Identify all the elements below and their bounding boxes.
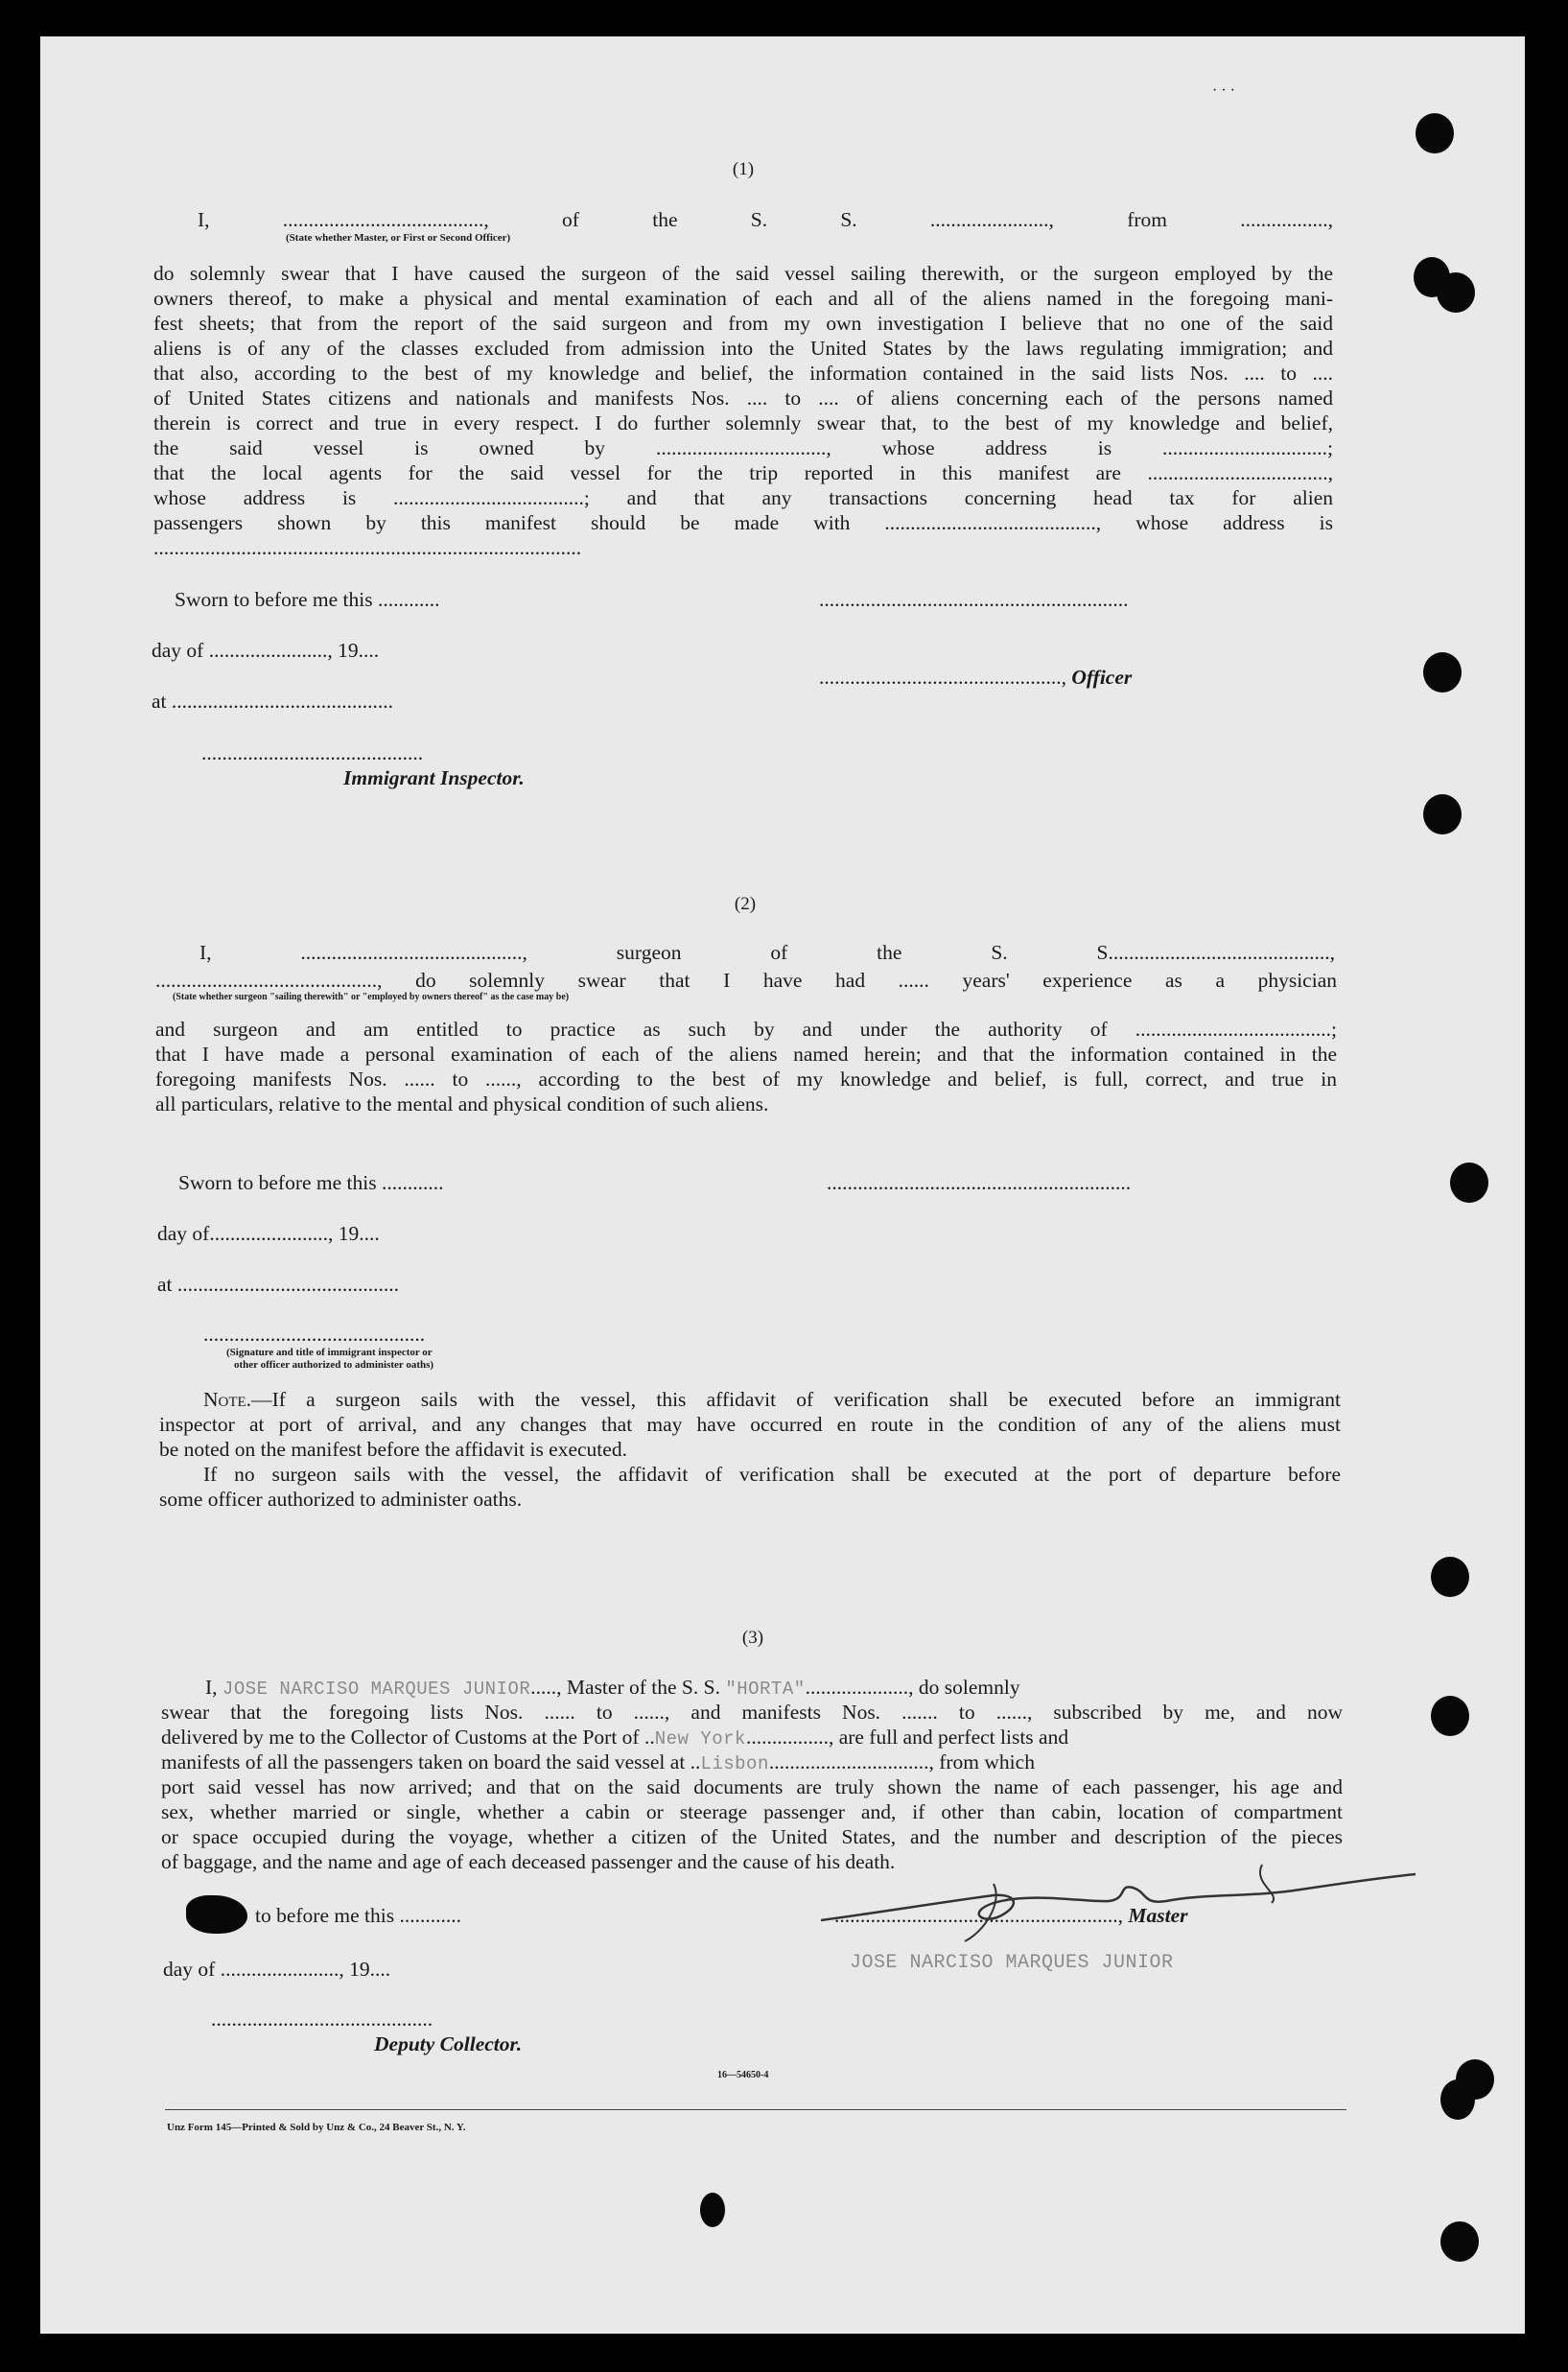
s1-body-line: passengers shown by this manifest should be made with ........................................., whose address is <box>153 511 1333 534</box>
s3-line-1 <box>205 1675 1020 1702</box>
s1-body-line: the said vessel is owned by ................................., whose address is ................................; <box>153 436 1333 459</box>
from-port-typed: Lisbon <box>700 1753 769 1774</box>
footer-imprint: Unz Form 145—Printed & Sold by Unz & Co., 24 Beaver St., N. Y. <box>167 2122 466 2133</box>
note-line: some officer authorized to administer oaths. <box>159 1488 523 1511</box>
s1-note: (State whether Master, or First or Second Officer) <box>286 232 511 244</box>
sworn-line: to before me this ............ <box>255 1904 461 1927</box>
master-name-typed: JOSE NARCISO MARQUES JUNIOR <box>222 1679 531 1700</box>
s3-solemnly: ...................., do solemnly <box>805 1676 1020 1699</box>
master-name-stamp: JOSE NARCISO MARQUES JUNIOR <box>850 1952 1174 1974</box>
signature-line: ............................................................ <box>819 588 1129 611</box>
s1-body-line: owners thereof, to make a physical and mental examination of each and all of the aliens named in the foregoing mani- <box>153 287 1333 310</box>
punch-hole <box>1450 1163 1488 1203</box>
punch-hole <box>1431 1696 1469 1736</box>
punch-hole <box>1437 272 1475 313</box>
port-typed: New York <box>654 1728 746 1750</box>
s1-line-1: I, ......................................., of the S. S. ......................., from ................., <box>198 208 1333 231</box>
inspector-dots: ........................................... <box>201 741 424 764</box>
immigrant-inspector-label: Immigrant Inspector. <box>343 766 525 789</box>
day-line: day of......................., 19.... <box>157 1222 380 1245</box>
at-line: at ........................................... <box>152 690 394 713</box>
s3-line-2: swear that the foregoing lists Nos. ...... to ......, and manifests Nos. ....... to ......, subscribed by me, and now <box>161 1701 1343 1724</box>
s1-body-line: ................................................................................... <box>153 536 582 559</box>
note-line <box>203 1387 1341 1412</box>
day-line: day of ......................., 19.... <box>163 1958 391 1981</box>
officer-label: Officer <box>1071 666 1133 689</box>
s1-body-line: of United States citizens and nationals and manifests Nos. .... to .... of aliens concerning each of the persons named <box>153 387 1333 410</box>
s1-body-line: whose address is .....................................; and that any transactions concerning head tax for alien <box>153 486 1333 509</box>
deputy-collector-label: Deputy Collector. <box>374 2032 523 2055</box>
s2-body-line: foregoing manifests Nos. ...... to ......, according to the best of my knowledge and belief, is full, correct, and true in <box>155 1068 1337 1091</box>
sworn-line: Sworn to before me this ............ <box>175 588 440 611</box>
note-line: be noted on the manifest before the affidavit is executed. <box>159 1438 627 1461</box>
footer-rule <box>165 2109 1346 2110</box>
master-dots: ......................................................., <box>834 1904 1129 1927</box>
s2-line-2: ..........................................., do solemnly swear that I have had ...... years' experience as a physician <box>155 969 1337 992</box>
s1-body-line: therein is correct and true in every respect. I do further solemnly swear that, to the best of my knowledge and belief, <box>153 411 1333 434</box>
signature-dots: ........................................... <box>203 1323 426 1346</box>
ink-blot <box>186 1895 247 1934</box>
s3-from-rest: ..............................., from which <box>768 1750 1035 1773</box>
punch-hole <box>1423 652 1462 693</box>
s1-body-line: that also, according to the best of my knowledge and belief, the information contained in the said lists Nos. .... to .... <box>153 362 1333 385</box>
sworn-line: Sworn to before me this ............ <box>178 1171 444 1194</box>
s1-body-line: fest sheets; that from the report of the said surgeon and from my own investigation I believe that no one of the said <box>153 312 1333 335</box>
punch-hole <box>1416 113 1454 153</box>
s2-note: (State whether surgeon "sailing therewith" or "employed by owners thereof" as the case may be) <box>173 992 570 1002</box>
s3-body-line: or space occupied during the voyage, whether a citizen of the United States, and the number and description of the pieces <box>161 1825 1343 1848</box>
officer-dots: ..............................................., <box>819 666 1072 689</box>
s3-port-text: delivered by me to the Collector of Customs at the Port of .. <box>161 1726 655 1749</box>
s3-port-rest: ................, are full and perfect lists and <box>745 1726 1069 1749</box>
handwritten-signature <box>802 1845 1416 1951</box>
punch-hole <box>1431 1557 1469 1597</box>
punch-hole <box>1440 2221 1479 2262</box>
s2-line-1: I, ..........................................., surgeon of the S. S..........................................., <box>199 941 1335 964</box>
master-label: Master <box>1128 1904 1188 1927</box>
punch-hole <box>700 2193 725 2227</box>
note-line: inspector at port of arrival, and any changes that may have occurred en route in the condition of any of the aliens must <box>159 1413 1341 1436</box>
signature-note: other officer authorized to administer oaths) <box>234 1359 434 1371</box>
page-marks: · · · <box>1212 82 1235 99</box>
s3-line-4 <box>161 1750 1035 1776</box>
section-number: (1) <box>732 159 755 179</box>
s3-line-3 <box>161 1725 1068 1751</box>
form-code: 16—54650-4 <box>717 2070 769 2080</box>
note-text: —If a surgeon sails with the vessel, this affidavit of verification shall be executed before an immigrant <box>251 1388 1341 1411</box>
s3-body-line: port said vessel has now arrived; and that on the said documents are truly shown the name of each passenger, his age and <box>161 1775 1343 1798</box>
deputy-dots: ........................................... <box>211 2008 433 2031</box>
section-number: (2) <box>734 894 757 914</box>
at-line: at ........................................... <box>157 1273 400 1296</box>
s3-body-line: of baggage, and the name and age of each deceased passenger and the cause of his death. <box>161 1850 896 1873</box>
section-number: (3) <box>741 1628 764 1648</box>
s2-body-line: that I have made a personal examination of each of the aliens named herein; and that the information contained in the <box>155 1043 1337 1066</box>
day-line: day of ......................., 19.... <box>152 639 380 662</box>
punch-hole <box>1423 794 1462 834</box>
s3-body-line: sex, whether married or single, whether a cabin or steerage passenger and, if other than cabin, location of compartment <box>161 1800 1343 1823</box>
s2-body-line: all particulars, relative to the mental and physical condition of such aliens. <box>155 1092 769 1116</box>
s1-body-line: aliens is of any of the classes excluded from admission into the United States by the laws regulating immigration; and <box>153 337 1333 360</box>
s3-from-text: manifests of all the passengers taken on board the said vessel at .. <box>161 1750 701 1773</box>
s2-body-line: and surgeon and am entitled to practice as such by and under the authority of ......................................; <box>155 1018 1337 1041</box>
s1-body-line: do solemnly swear that I have caused the surgeon of the said vessel sailing therewith, or the surgeon employed by the <box>153 262 1333 285</box>
punch-hole <box>1440 2079 1475 2120</box>
s3-master-of: ....., Master of the S. S. <box>530 1676 726 1699</box>
officer-line <box>819 665 1132 690</box>
signature-line: ........................................................... <box>827 1171 1132 1194</box>
note-line: If no surgeon sails with the vessel, the affidavit of verification shall be executed at the port of departure before <box>203 1463 1341 1486</box>
ship-name-typed: "HORTA" <box>725 1679 806 1700</box>
s3-i: I, <box>205 1676 222 1699</box>
signature-note: (Signature and title of immigrant inspector or <box>226 1347 433 1358</box>
note-label: Note. <box>203 1388 252 1411</box>
s1-body-line: that the local agents for the said vessel for the trip reported in this manifest are ..................................., <box>153 461 1333 484</box>
